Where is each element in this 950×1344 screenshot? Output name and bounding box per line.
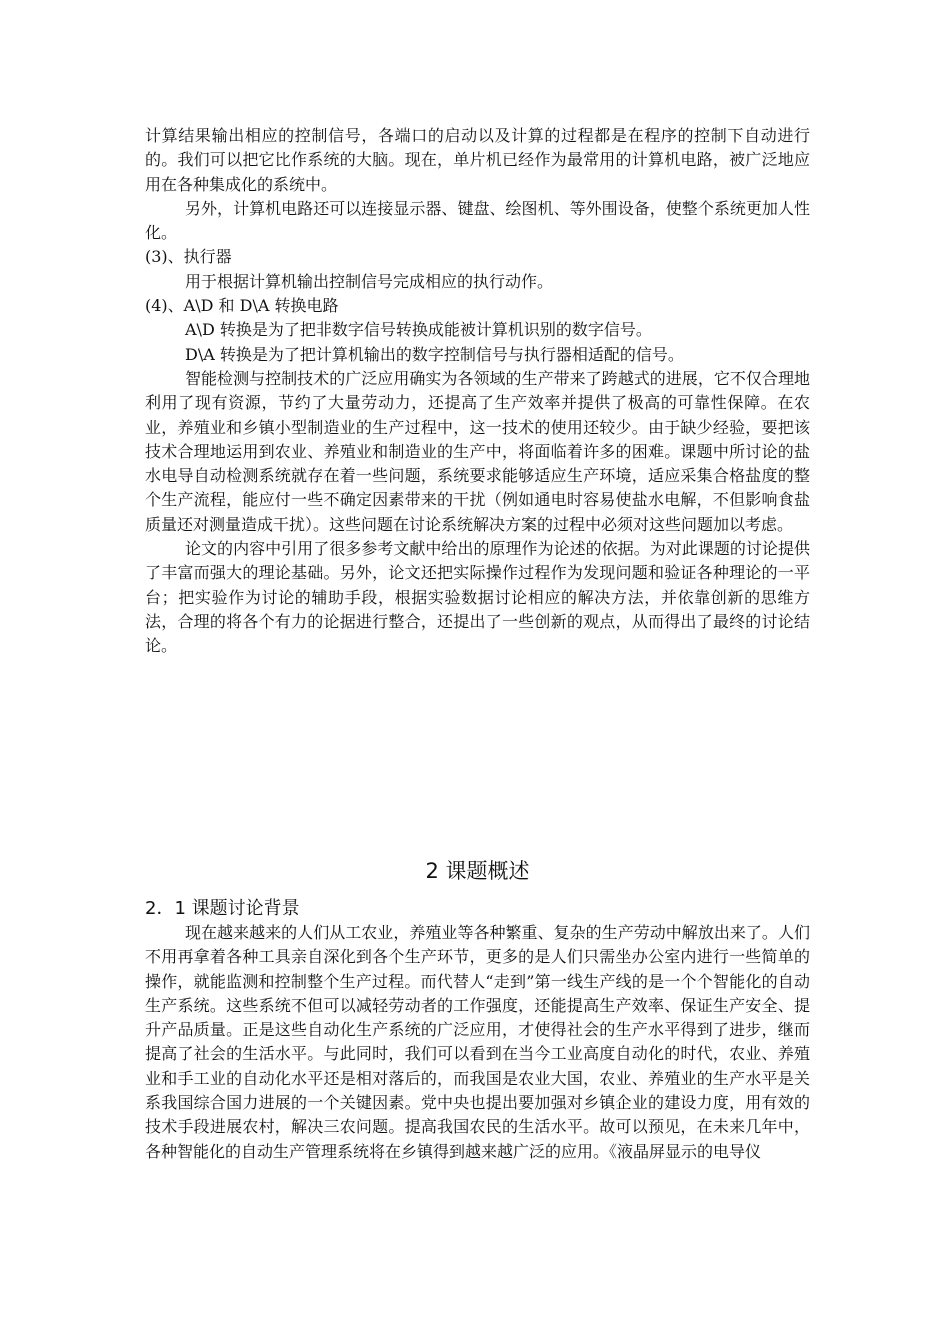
section-2-1-title: 2．1 课题讨论背景 <box>145 898 300 919</box>
paragraph-controller-continued: 计算结果输出相应的控制信号，各端口的启动以及计算的过程都是在程序的控制下自动进行的。我们可以把它比作系统的大脑。现在，单片机已经作为最常用的计算机电路，被广泛地应用在各种集成化的系统中。 <box>145 126 810 194</box>
item-4-da-text: D\A 转换是为了把计算机输出的数字控制信号与执行器相适配的信号。 <box>185 344 684 364</box>
paragraph-background: 现在越来越来的人们从工农业，养殖业等各种繁重、复杂的生产劳动中解放出来了。人们不用再拿着各种工具亲自深化到各个生产环节，更多的是人们只需坐办公室内进行一些简单的操作，就能监测和控制整个生产过程。而代替人“走到”第一线生产线的是一个个智能化的自动生产系统。这些系统不但可以减轻劳动者的工作强度，还能提高生产效率、保证生产安全、提升产品质量。正是这些自动化生产系统的广泛应用，才使得社会的生产水平得到了进步，继而提高了社会的生活水平。与此同时，我们可以看到在当今工业高度自动化的时代，农业、养殖业和手工业的自动化水平还是相对落后的，而我国是农业大国，农业、养殖业的生产水平是关系我国综合国力进展的一个关键因素。党中央也提出要加强对乡镇企业的建设力度，用有效的技术手段进展农村，解决三农问题。提高我国农民的生活水平。故可以预见，在未来几年中，各种智能化的自动生产管理系统将在乡镇得到越来越广泛的应用。《液晶屏显示的电导仪 <box>145 923 810 1161</box>
section-2-1-text <box>145 921 810 1164</box>
item-4-ad-text: A\D 转换是为了把非数字信号转换成能被计算机识别的数字信号。 <box>185 320 652 340</box>
item-3-title: (3)、执行器 <box>145 247 232 267</box>
paragraph-application: 智能检测与控制技术的广泛应用确实为各领域的生产带来了跨越式的进展，它不仅合理地利用了现有资源，节约了大量劳动力，还提高了生产效率并提供了极高的可靠性保障。在农业，养殖业和乡镇小型制造业的生产过程中，这一技术的使用还较少。由于缺少经验，要把该技术合理地运用到农业、养殖业和制造业的生产中，将面临着许多的困难。课题中所讨论的盐水电导自动检测系统就存在着一些问题，系统要求能够适应生产环境，适应采集合格盐度的整个生产流程，能应付一些不确定因素带来的干扰（例如通电时容易使盐水电解，不但影响食盐质量还对测量造成干扰）。这些问题在讨论系统解决方案的过程中必须对这些问题加以考虑。 <box>145 368 810 534</box>
paragraph-peripherals: 另外，计算机电路还可以连接显示器、键盘、绘图机、等外围设备，使整个系统更加人性化。 <box>145 198 810 243</box>
paragraph-thesis: 论文的内容中引用了很多参考文献中给出的原理作为论述的依据。为对此课题的讨论提供了丰富而强大的理论基础。另外，论文还把实际操作过程作为发现问题和验证各种理论的一平台；把实验作为讨论的辅助手段，根据实验数据讨论相应的解决方法，并依靠创新的思维方法，合理的将各个有力的论据进行整合，还提出了一些创新的观点，从而得出了最终的讨论结论。 <box>145 539 810 656</box>
item-4-title: (4)、A\D 和 D\A 转换电路 <box>145 296 339 316</box>
item-3-text: 用于根据计算机输出控制信号完成相应的执行动作。 <box>185 271 554 291</box>
section-1-text <box>145 124 810 659</box>
chapter-2-title: 2 课题概述 <box>425 859 530 883</box>
